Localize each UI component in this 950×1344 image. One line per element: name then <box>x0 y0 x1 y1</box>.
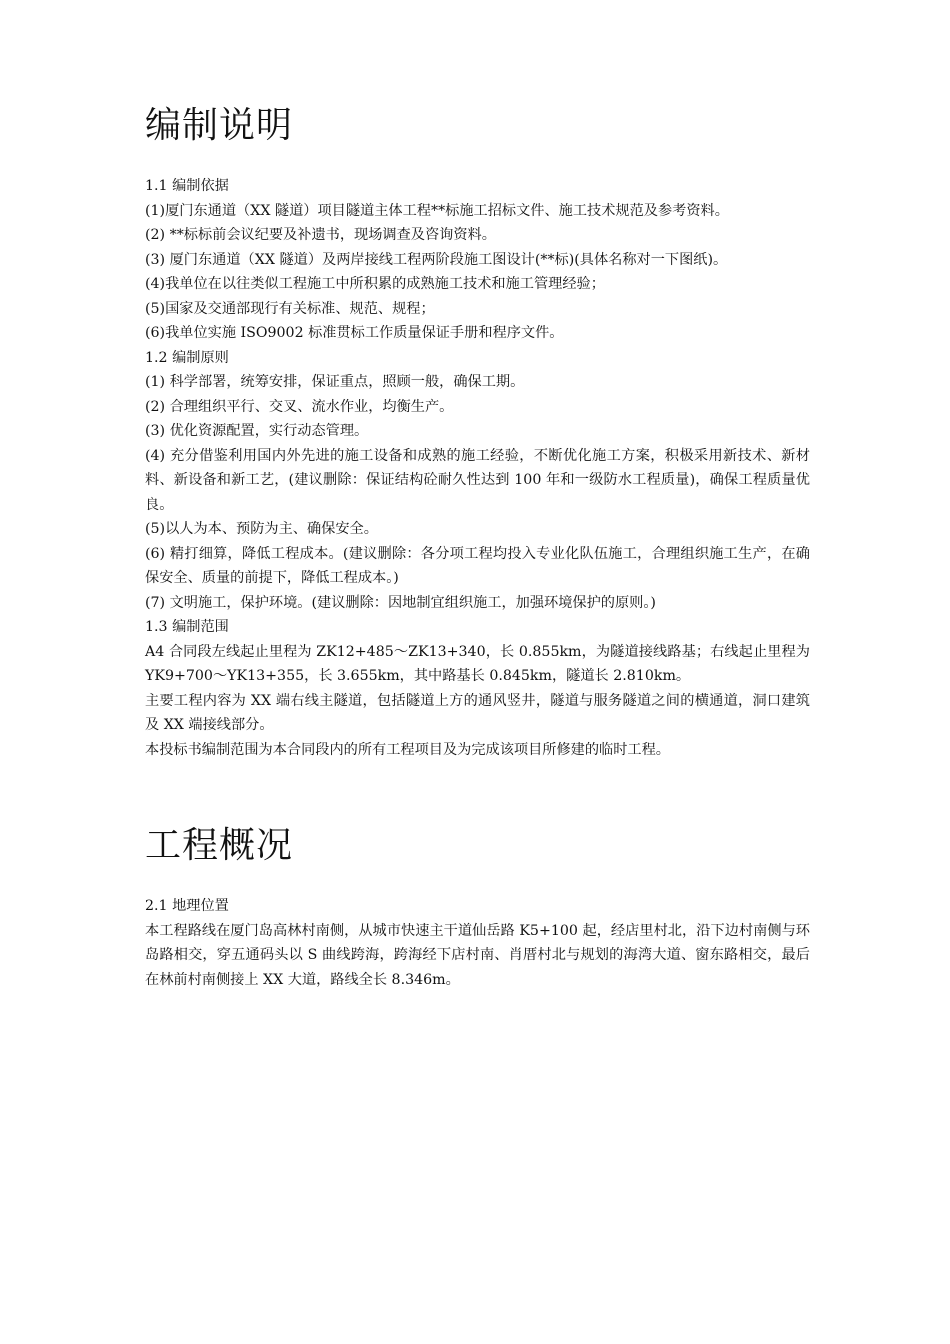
paragraph: 主要工程内容为 XX 端右线主隧道，包括隧道上方的通风竖井，隧道与服务隧道之间的横通道，洞口建筑及 XX 端接线部分。 <box>145 692 810 733</box>
subheading-basis: 1.1 编制依据 <box>145 178 229 194</box>
section-body-project-overview <box>145 894 810 992</box>
paragraph: (7) 文明施工，保护环境。(建议删除：因地制宜组织施工，加强环境保护的原则。) <box>145 594 656 611</box>
paragraph: (4)我单位在以往类似工程施工中所积累的成熟施工技术和施工管理经验； <box>145 276 605 292</box>
paragraph: 本投标书编制范围为本合同段内的所有工程项目及为完成该项目所修建的临时工程。 <box>145 741 670 758</box>
subheading-location: 2.1 地理位置 <box>145 898 229 914</box>
section-title-compilation-notes: 编制说明 <box>145 105 294 146</box>
paragraph: A4 合同段左线起止里程为 ZK12+485～ZK13+340，长 0.855km，为隧道接线路基；右线起止里程为 YK9+700～YK13+355，长 3.655km，其中路基长 0.845km，隧道长 2.810km。 <box>145 643 810 684</box>
paragraph: (2) 合理组织平行、交叉、流水作业，均衡生产。 <box>145 398 454 415</box>
section-title-project-overview: 工程概况 <box>145 825 294 866</box>
paragraph: (1) 科学部署，统筹安排，保证重点，照顾一般，确保工期。 <box>145 374 525 390</box>
section-body-compilation-notes <box>145 174 810 762</box>
subheading-scope: 1.3 编制范围 <box>145 619 229 635</box>
paragraph: (3) 优化资源配置，实行动态管理。 <box>145 423 369 439</box>
paragraph: (3) 厦门东通道（XX 隧道）及两岸接线工程两阶段施工图设计(**标)(具体名称对一下图纸)。 <box>145 251 728 268</box>
subheading-principles: 1.2 编制原则 <box>145 349 229 366</box>
paragraph: (2) **标标前会议纪要及补遗书，现场调查及咨询资料。 <box>145 227 496 243</box>
paragraph: (6)我单位实施 ISO9002 标准贯标工作质量保证手册和程序文件。 <box>145 325 564 341</box>
paragraph: (5)以人为本、预防为主、确保安全。 <box>145 521 378 537</box>
paragraph: 本工程路线在厦门岛高林村南侧，从城市快速主干道仙岳路 K5+100 起，经店里村北，沿下边村南侧与环岛路相交，穿五通码头以 S 曲线跨海，跨海经下店村南、肖厝村北与规划的海湾大道、窗东路相交，最后在林前村南侧接上 XX 大道，路线全长 8.346m。 <box>145 922 810 988</box>
paragraph: (4) 充分借鉴利用国内外先进的施工设备和成熟的施工经验，不断优化施工方案，积极采用新技术、新材料、新设备和新工艺，(建议删除：保证结构砼耐久性达到 100 年和一级防水工程质量)，确保工程质量优良。 <box>145 447 810 513</box>
paragraph: (1)厦门东通道（XX 隧道）项目隧道主体工程**标施工招标文件、施工技术规范及参考资料。 <box>145 202 729 219</box>
paragraph: (5)国家及交通部现行有关标准、规范、规程； <box>145 300 435 317</box>
paragraph: (6) 精打细算，降低工程成本。(建议删除：各分项工程均投入专业化队伍施工，合理组织施工生产，在确保安全、质量的前提下，降低工程成本。) <box>145 545 810 586</box>
